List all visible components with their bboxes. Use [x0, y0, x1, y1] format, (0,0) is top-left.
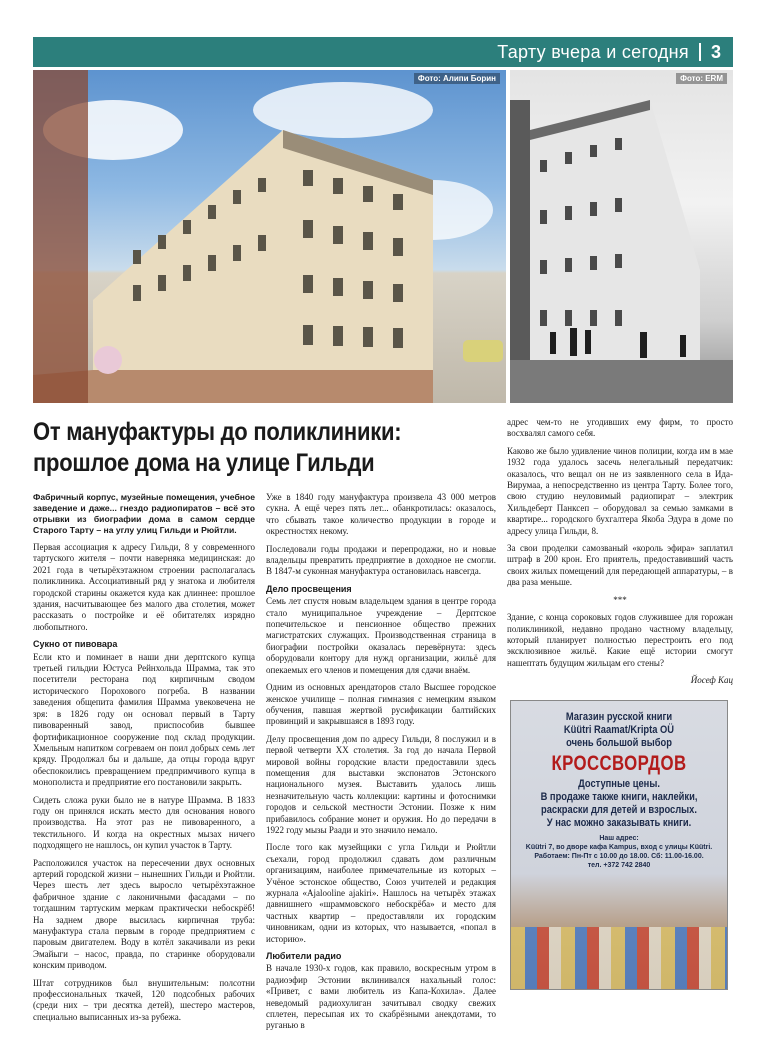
section-break: *** — [613, 594, 627, 605]
paragraph: Делу просвещения дом по адресу Гильди, 8 послужил и в первой четверти XX столетия. За год до начала Первой мировой войны городские власти предоставили здесь помещения для выставки экспонатов Эстонского национального музея. Выставить удалось лишь незначительную часть коллекции: картины и фотоснимки городов и сельской местности Эстонии. Позже к ним прибавилось собрание монет и оружия. Но до передачи в 1922 году мызы Раади и это значило немало. — [266, 733, 496, 835]
building-illustration-historic — [510, 70, 733, 403]
paragraph: Сидеть сложа руки было не в натуре Шрамма. В 1833 году он принялся искать место для основания нового производства. На этот раз не пивоваренного, а текстильного. И когда на окрестных мызах ничего подходящего не нашлось, он купил участок в Тарту. — [33, 794, 255, 851]
section-header — [33, 37, 733, 67]
ad-line: У нас можно заказывать книги. — [546, 817, 692, 829]
paragraph: Последовали годы продажи и перепродажи, но и новые владельцы превратить предприятие в доходное не смогли. В 1847-м суконная мануфактура остановилась навсегда. — [266, 543, 496, 577]
header-divider — [699, 43, 701, 61]
photo-credit-right: Фото: ERM — [676, 73, 727, 84]
photo-credit-left: Фото: Алипи Борин — [414, 73, 500, 84]
paragraph: Штат сотрудников был внушительным: полсотни профессиональных ткачей, 120 подсобных рабочих (среди них – три десятка детей), шестеро мастеров, специально выписанных из-за рубежа. — [33, 977, 255, 1022]
building-illustration-color — [33, 70, 506, 403]
building-photo-historic — [510, 70, 733, 403]
ad-address: Küütri 7, во дворе кафа Kampus, вход с улицы Küütri. — [525, 844, 713, 851]
ad-line: Küütri Raamat/Kripta OÜ — [563, 724, 675, 736]
headline-line-2: прошлое дома на улице Гильди — [33, 449, 375, 477]
bookshelf-image — [511, 927, 727, 989]
section-title: Тарту вчера и сегодня — [497, 41, 689, 62]
ad-phone: тел. +372 742 2840 — [587, 862, 651, 869]
bookstore-advertisement — [510, 700, 728, 990]
ad-headline: КРОССВОРДОВ — [551, 752, 687, 775]
author-signature: Йосеф Кац — [690, 675, 733, 686]
page-number: 3 — [710, 41, 721, 62]
paragraph: Одним из основных арендаторов стало Высшее городское женское училище – полная гимназия с немецким языком обучения, павшая жертвой русификации балтийских провинций и закрывшаяся в 1893 году. — [266, 682, 496, 727]
article-column-2 — [266, 492, 496, 1038]
building-photo-color — [33, 70, 506, 403]
paragraph: Первая ассоциация к адресу Гильди, 8 у современного тартуского жителя – почти наверняка медицинская: до 2021 года в четырёхэтажном строении располагалась поликлиника. Ассоциативный ряд у знатока и любителя городской старины окажется куда как длиннее: прошлое здания, насчитывающее без малого два столетия, может рассказать о постройке и её обитателях изрядно любопытного. — [33, 542, 255, 632]
article-lead: Фабричный корпус, музейные помещения, учебное заведение и даже... гнездо радиопиратов – всё это отрывки из биографии дома в самом сердце Старого Тарту – на углу улиц Гильди и Рюйтли. — [33, 492, 255, 535]
paragraph: В начале 1930-х годов, как правило, воскресным утром в радиоэфир Эстонии вклинивался нахальный голос: «Привет, с вами любитель из Капа-Кохила». Далее неведомый радиохулиган зачитывал сводку свежих сплетен, пересыпая их то скабрёзными анекдотами, то руганью в — [266, 963, 496, 1031]
ad-address-label: Наш адрес: — [599, 835, 639, 842]
paragraph: адрес чем-то не угодивших ему фирм, то просто восхвалял самого себя. — [507, 417, 733, 439]
ad-line: Доступные цены. — [578, 778, 660, 790]
subheading: Любители радио — [266, 951, 342, 962]
headline-line-1: От мануфактуры до поликлиники: — [33, 418, 402, 446]
article-column-1 — [33, 492, 255, 1029]
ad-line: В продаже также книги, наклейки, — [540, 791, 698, 803]
paragraph: Семь лет спустя новым владельцем здания в центре города стало муниципальное учреждение – Дерптское попечительское и пенсионное общество прежних магистратских служащих. Производственная страница в биографии постройки оказалась перевёрнута: здесь оборудовали контору для нужд организации, жильё для опекаемых его членов и помещения для сдачи внаём. — [266, 596, 496, 675]
paragraph: Расположился участок на пересечении двух основных артерий городской жизни – нынешних Гильди и Рюйтли. Через шесть лет здесь выросло четырёхэтажное фабричное здание с лаконичными фасадами – по тогдашним тартуским меркам практически небоскрёб! На заднем дворе высилась кирпичная труба: мануфактура стала первым в городе предприятием с паровым двигателем. Воду в котёл закачивали из реки Эмайыги – насос, правда, по старинке оборудовали конским приводом. — [33, 857, 255, 971]
ad-hours: Работаем: Пн-Пт с 10.00 до 18.00. Сб: 11.00-16.00. — [534, 853, 704, 860]
ad-line: раскраски для детей и взрослых. — [541, 804, 697, 816]
paragraph: За свои проделки самозваный «король эфира» заплатил штраф в 200 крон. Его приятель, предоставивший часть своих жилых помещений для передающей аппаратуры, – в два раза меньше. — [507, 543, 733, 588]
ad-line: очень большой выбор — [566, 737, 672, 749]
paragraph: Каково же было удивление чинов полиции, когда им в мае 1932 года удалось засечь нелегальный передатчик: оказалось, что вещал он не из заявленного села в Ида-Вирумаа, а непосредственно из центра Тарту. Более того, свою студию неуловимый радиопират – электрик Хильдеберт Панксеп – оборудовал за семью замками в квартире... городского бухгалтера Якоба Эдура в доме по адресу улица Гильди, 8. — [507, 445, 733, 536]
article-headline — [33, 417, 438, 479]
paragraph: Здание, с конца сороковых годов служившее для горожан поликлиникой, недавно продано частному владельцу, который планирует полностью перестроить его под эксклюзивное жильё. Какие ещё истории смогут нашептать будущим жильцам его стены? — [507, 612, 733, 668]
subheading: Сукно от пивовара — [33, 639, 118, 650]
subheading: Дело просвещения — [266, 583, 352, 594]
ad-line: Магазин русской книги — [565, 711, 673, 723]
paragraph: После того как музейщики с угла Гильди и Рюйтли съехали, город продолжил сдавать дом различным организациям, наиболее примечательные из которых – Учёное эстонское общество, Союз учителей и редакция журнала «Ajalooline ajakiri». Нашлось на четырёх этажах давнишнего «шраммовского небоскрёба» и место для частных квартир – предоставляли их городским чиновникам, одни из которых, что называется, «попал в историю». — [266, 842, 496, 944]
paragraph: Уже в 1840 году мануфактура произвела 43 000 метров сукна. А ещё через пять лет... обанкротилась: оказалось, что сбывать такое количество продукции в городе и окрестностях некому. — [266, 492, 496, 537]
article-column-3 — [507, 417, 733, 693]
paragraph: Если кто и поминает в наши дни дерптского купца третьей гильдии Юстуса Рейнхольда Шрамма, так это посетители ресторана под кирпичным сводом исторического Порохового погреба. В названии заведения общепита фамилия Шрамма увековечена не зря: в 1826 году он основал первый в Тарту пивоваренный завод, приспособив бывшее фортификационное сооружение под склад продукции. Хмельным напитком согреваем он поил добрых семь лет кряду. Продолжал бы и дальше, да отцы города вдруг обеспокоились превращением предпримчивого купца в монополиста и предприятие его постановили закрыть. — [33, 651, 255, 788]
